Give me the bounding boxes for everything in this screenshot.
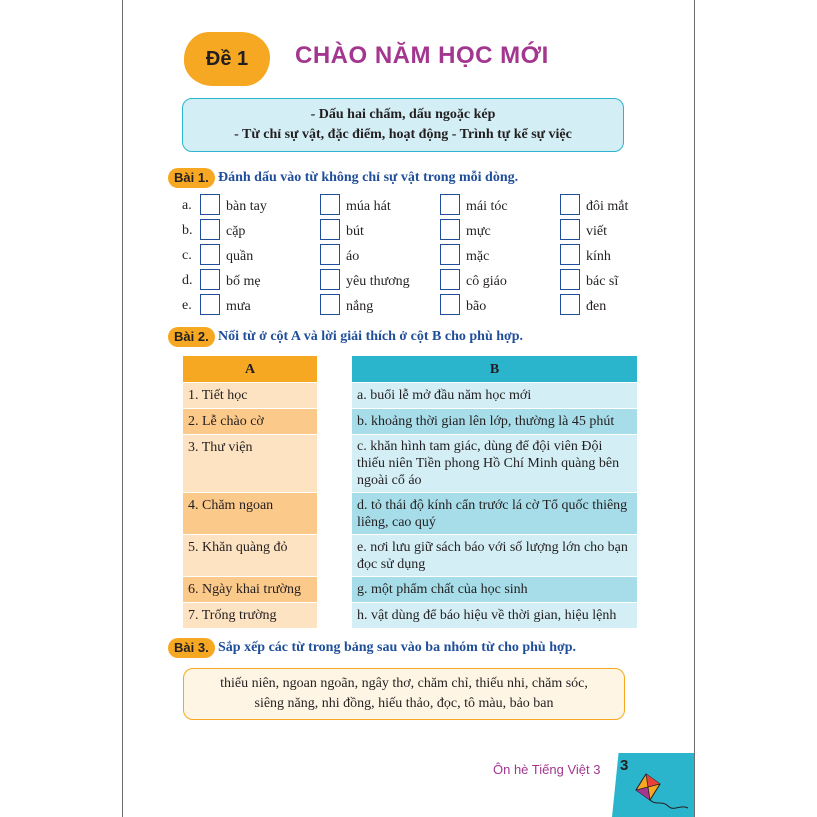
column-a-item: 2. Lễ chào cờ	[183, 409, 318, 435]
kite-icon	[630, 770, 692, 814]
answer-checkbox[interactable]	[200, 269, 220, 290]
column-a-header: A	[183, 356, 318, 383]
column-a-item: 6. Ngày khai trường	[183, 577, 318, 603]
bai1-label: Bài 1.	[168, 168, 215, 188]
answer-checkbox[interactable]	[440, 294, 460, 315]
answer-checkbox[interactable]	[200, 244, 220, 265]
column-b-item: a. buổi lễ mở đầu năm học mới	[352, 383, 638, 409]
option-word: cô giáo	[466, 274, 507, 289]
word-bank-line-1: thiếu niên, ngoan ngoãn, ngây thơ, chăm chỉ, thiếu nhi, chăm sóc,	[220, 676, 588, 691]
bai1-row	[182, 194, 652, 218]
answer-checkbox[interactable]	[560, 194, 580, 215]
answer-checkbox[interactable]	[560, 269, 580, 290]
column-a-item: 4. Chăm ngoan	[183, 493, 318, 535]
option-word: mưa	[226, 299, 251, 314]
exercise-set-badge: Đề 1	[184, 32, 270, 86]
column-b-item: g. một phẩm chất của học sinh	[352, 577, 638, 603]
option-word: đôi mắt	[586, 199, 629, 214]
word-bank-line-2: siêng năng, nhi đồng, hiếu thảo, đọc, tô màu, bảo ban	[254, 696, 554, 711]
answer-checkbox[interactable]	[200, 194, 220, 215]
option-word: mái tóc	[466, 199, 508, 214]
bai1-instruction: Đánh dấu vào từ không chỉ sự vật trong mỗi dòng.	[218, 170, 519, 185]
answer-checkbox[interactable]	[320, 219, 340, 240]
column-b-header: B	[352, 356, 638, 383]
answer-checkbox[interactable]	[320, 244, 340, 265]
answer-checkbox[interactable]	[320, 294, 340, 315]
option-word: áo	[346, 249, 360, 264]
bai1-row	[182, 219, 652, 243]
column-b-item: b. khoảng thời gian lên lớp, thường là 45 phút	[352, 409, 638, 435]
option-word: viết	[586, 224, 607, 239]
column-b-item: h. vật dùng để báo hiệu về thời gian, hiệu lệnh	[352, 603, 638, 629]
column-a-item: 1. Tiết học	[183, 383, 318, 409]
answer-checkbox[interactable]	[560, 294, 580, 315]
topic-box	[182, 98, 624, 152]
option-word: bão	[466, 299, 487, 314]
column-a-item: 7. Trống trường	[183, 603, 318, 629]
bai2-instruction: Nối từ ở cột A và lời giải thích ở cột B cho phù hợp.	[218, 329, 524, 344]
topic-line-2: - Từ chỉ sự vật, đặc điểm, hoạt động - Trình tự kể sự việc	[234, 127, 572, 142]
answer-checkbox[interactable]	[200, 219, 220, 240]
bai1-row-letter: a.	[182, 198, 192, 213]
option-word: nắng	[346, 299, 374, 314]
option-word: mặc	[466, 249, 490, 264]
option-word: yêu thương	[346, 274, 410, 289]
answer-checkbox[interactable]	[200, 294, 220, 315]
bai1-row-letter: c.	[182, 248, 192, 263]
bai1-row-letter: e.	[182, 298, 192, 313]
column-a-item: 3. Thư viện	[183, 435, 318, 493]
answer-checkbox[interactable]	[440, 194, 460, 215]
column-b-item: c. khăn hình tam giác, dùng để đội viên Đội thiếu niên Tiền phong Hồ Chí Minh quàng bên ngoài cổ áo	[352, 435, 638, 493]
bai3-label: Bài 3.	[168, 638, 215, 658]
answer-checkbox[interactable]	[560, 219, 580, 240]
answer-checkbox[interactable]	[440, 244, 460, 265]
answer-checkbox[interactable]	[320, 269, 340, 290]
bai2-label: Bài 2.	[168, 327, 215, 347]
option-word: bác sĩ	[586, 274, 619, 289]
column-b-item: d. tỏ thái độ kính cẩn trước lá cờ Tổ quốc thiêng liêng, cao quý	[352, 493, 638, 535]
option-word: cặp	[226, 224, 246, 239]
word-bank-box	[183, 668, 625, 720]
answer-checkbox[interactable]	[560, 244, 580, 265]
answer-checkbox[interactable]	[440, 269, 460, 290]
option-word: mực	[466, 224, 491, 239]
bai1-row-letter: b.	[182, 223, 193, 238]
table-column-b	[351, 355, 638, 629]
option-word: bàn tay	[226, 199, 267, 214]
page-title: CHÀO NĂM HỌC MỚI	[295, 42, 549, 69]
page-number: 3	[620, 757, 629, 774]
bai1-row-letter: d.	[182, 273, 193, 288]
bai1-row	[182, 244, 652, 268]
column-a-item: 5. Khăn quàng đỏ	[183, 535, 318, 577]
option-word: múa hát	[346, 199, 391, 214]
bai3-instruction: Sắp xếp các từ trong bảng sau vào ba nhóm từ cho phù hợp.	[218, 640, 577, 655]
option-word: bố mẹ	[226, 274, 261, 289]
bai1-row	[182, 269, 652, 293]
page-border-left	[122, 0, 123, 817]
topic-line-1: - Dấu hai chấm, dấu ngoặc kép	[310, 107, 496, 122]
bai1-row	[182, 294, 652, 318]
book-title: Ôn hè Tiếng Việt 3	[493, 762, 601, 777]
option-word: đen	[586, 299, 607, 314]
page-border-right	[694, 0, 695, 817]
option-word: quần	[226, 249, 254, 264]
table-column-a	[182, 355, 318, 629]
column-b-item: e. nơi lưu giữ sách báo với số lượng lớn cho bạn đọc sử dụng	[352, 535, 638, 577]
answer-checkbox[interactable]	[320, 194, 340, 215]
answer-checkbox[interactable]	[440, 219, 460, 240]
option-word: kính	[586, 249, 611, 264]
option-word: bút	[346, 224, 364, 239]
